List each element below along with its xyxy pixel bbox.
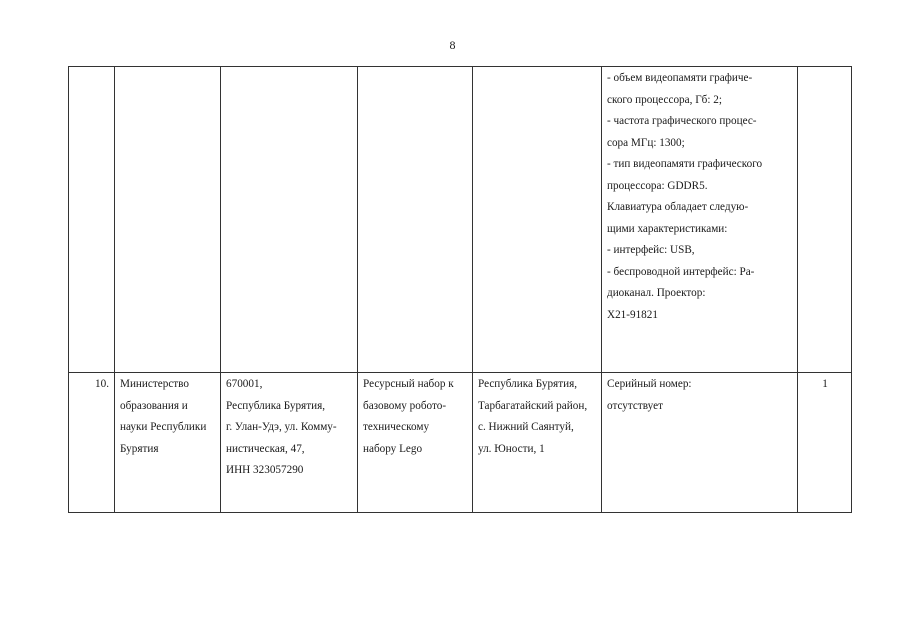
cell-number: 10.	[69, 373, 115, 513]
spec-line: - беспроводной интерфейс: Ра-	[607, 265, 755, 278]
organization-line: Бурятия	[120, 442, 159, 455]
page-number: 8	[449, 38, 456, 52]
spec-line: - объем видеопамяти графиче-	[607, 72, 753, 84]
address-line: Республика Бурятия,	[226, 399, 326, 412]
spec-line: сора МГц: 1300;	[607, 136, 685, 149]
table-row-continued	[69, 67, 852, 373]
spec-line: щими характеристиками:	[607, 222, 728, 235]
item-line: базовому робото-	[363, 399, 447, 412]
cell-organization	[115, 67, 221, 373]
cell-item	[358, 67, 473, 373]
spec-line: X21-91821	[607, 308, 658, 321]
spec-line: отсутствует	[607, 399, 663, 412]
organization-line: Министерство	[120, 378, 189, 390]
cell-address	[221, 67, 358, 373]
cell-location	[473, 67, 602, 373]
cell-quantity	[798, 67, 852, 373]
cell-number	[69, 67, 115, 373]
location-line: с. Нижний Саянтуй,	[478, 421, 574, 433]
cell-item	[358, 373, 473, 513]
location-line: ул. Юности, 1	[478, 442, 545, 455]
organization-line: образования и	[120, 399, 188, 412]
location-line: Республика Бурятия,	[478, 378, 578, 390]
address-line: ИНН 323057290	[226, 464, 304, 476]
item-line: Ресурсный набор к	[363, 378, 454, 390]
spec-line: Серийный номер:	[607, 378, 692, 390]
spec-line: Клавиатура обладает следую-	[607, 201, 749, 213]
cell-specifications	[602, 373, 798, 513]
spec-line: диоканал. Проектор:	[607, 287, 706, 299]
spec-line: ского процессора, Гб: 2;	[607, 93, 722, 106]
spec-line: - интерфейс: USB,	[607, 244, 695, 256]
cell-location	[473, 373, 602, 513]
item-line: набору Lego	[363, 442, 423, 455]
item-line: техническому	[363, 421, 430, 433]
location-line: Тарбагатайский район,	[478, 399, 588, 412]
cell-organization	[115, 373, 221, 513]
spec-line: процессора: GDDR5.	[607, 179, 708, 192]
spec-line: - тип видеопамяти графического	[607, 158, 763, 170]
table-row-10	[69, 373, 852, 513]
address-line: нистическая, 47,	[226, 442, 305, 455]
cell-address	[221, 373, 358, 513]
address-line: г. Улан-Удэ, ул. Комму-	[226, 421, 337, 433]
cell-specifications	[602, 67, 798, 373]
organization-line: науки Республики	[120, 421, 207, 433]
spec-line: - частота графического процес-	[607, 115, 757, 127]
cell-quantity: 1	[798, 373, 852, 513]
registry-table	[68, 66, 852, 513]
address-line: 670001,	[226, 378, 263, 390]
